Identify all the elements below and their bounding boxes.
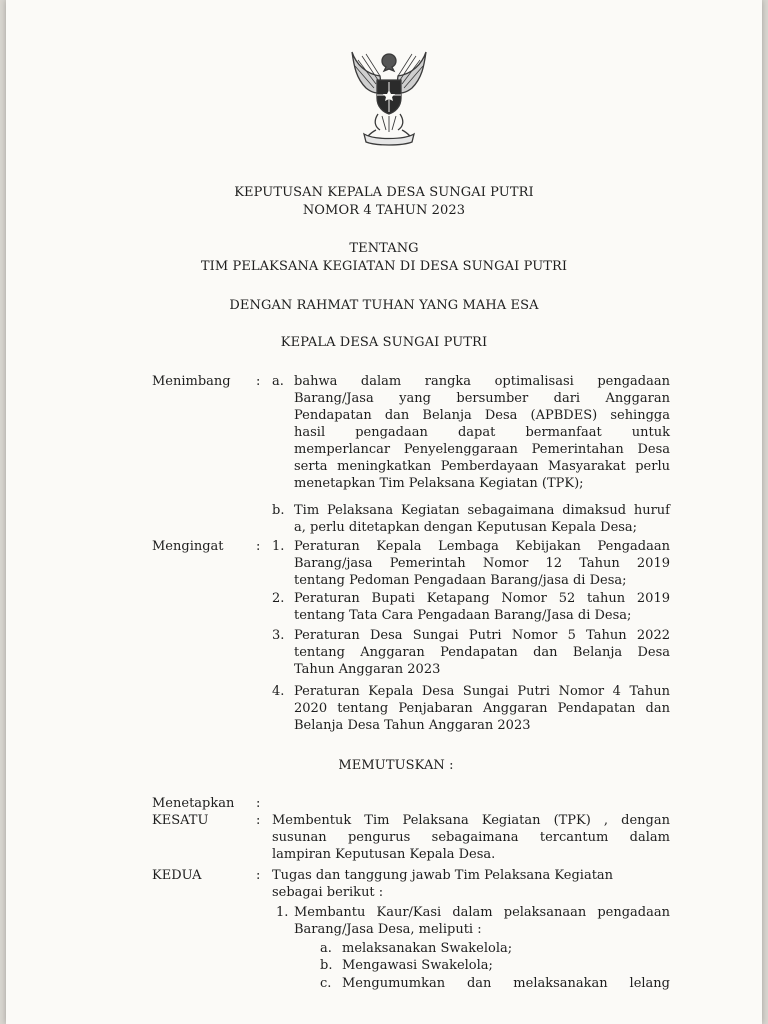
text-line: tentang Anggaran Pendapatan dan Belanja Desa (294, 645, 670, 660)
document-page (6, 0, 762, 1024)
text-line: Membantu Kaur/Kasi dalam pelaksanaan pengadaan (294, 905, 670, 920)
tentang-heading: TENTANG (349, 241, 419, 256)
text-line: Barang/jasa Pemerintah Nomor 12 Tahun 2019 (294, 556, 670, 571)
text-line: hasil pengadaan dapat bermanfaat untuk (294, 425, 670, 440)
mengingat-4-marker: 4. (272, 684, 285, 699)
garuda-emblem-icon (346, 46, 432, 150)
kedua-1-marker: 1. (276, 905, 289, 920)
text-line: Peraturan Kepala Lembaga Kebijakan Pengadaan (294, 539, 670, 554)
kedua-1-text (294, 904, 670, 938)
decree-subject: TIM PELAKSANA KEGIATAN DI DESA SUNGAI PUTRI (200, 259, 568, 274)
text-line: Membentuk Tim Pelaksana Kegiatan (TPK) , dengan (272, 813, 670, 828)
mengingat-3-marker: 3. (272, 628, 285, 643)
text-line: Tugas dan tanggung jawab Tim Pelaksana Kegiatan (272, 868, 614, 883)
kedua-colon: : (256, 868, 261, 883)
kedua-label: KEDUA (152, 868, 202, 883)
kedua-intro (272, 867, 670, 901)
text-line: lampiran Keputusan Kepala Desa. (272, 847, 496, 862)
text-line: Peraturan Desa Sungai Putri Nomor 5 Tahun 2022 (294, 628, 670, 643)
text-line: Peraturan Kepala Desa Sungai Putri Nomor 4 Tahun (294, 684, 670, 699)
text-line: Belanja Desa Tahun Anggaran 2023 (294, 718, 531, 733)
mengingat-4-text (294, 683, 670, 734)
text-line: sebagai berikut : (272, 885, 384, 900)
mengingat-colon: : (256, 539, 261, 554)
text-line: Barang/Jasa yang bersumber dari Anggaran (294, 391, 670, 406)
menimbang-b-marker: b. (272, 503, 285, 518)
kedua-sub-c-marker: c. (320, 976, 332, 991)
text-line: susunan pengurus sebagaimana tercantum dalam (272, 830, 670, 845)
text-line: bahwa dalam rangka optimalisasi pengadaan (294, 374, 670, 389)
kedua-sub-a-marker: a. (320, 941, 332, 956)
kesatu-label: KESATU (152, 813, 209, 828)
text-line: menetapkan Tim Pelaksana Kegiatan (TPK); (294, 476, 584, 491)
text-line: a, perlu ditetapkan dengan Keputusan Kepala Desa; (294, 520, 638, 535)
decree-number: NOMOR 4 TAHUN 2023 (302, 203, 466, 218)
text-line: tentang Tata Cara Pengadaan Barang/Jasa di Desa; (294, 608, 632, 623)
menimbang-b-text (294, 502, 670, 536)
text-line: 2020 tentang Penjabaran Anggaran Pendapatan dan (294, 701, 670, 716)
issuing-authority: KEPALA DESA SUNGAI PUTRI (280, 335, 488, 350)
mengingat-1-marker: 1. (272, 539, 285, 554)
mengingat-2-text (294, 590, 670, 624)
text-line: Tahun Anggaran 2023 (294, 662, 441, 677)
text-line: Mengumumkan dan melaksanakan lelang (342, 976, 670, 991)
text-line: Barang/Jasa Desa, meliputi : (294, 922, 482, 937)
menimbang-label: Menimbang (152, 374, 231, 389)
text-line: tentang Pedoman Pengadaan Barang/jasa di Desa; (294, 573, 627, 588)
kesatu-colon: : (256, 813, 261, 828)
mengingat-label: Mengingat (152, 539, 224, 554)
kedua-sub-a-text: melaksanakan Swakelola; (342, 941, 513, 956)
memutuskan-heading: MEMUTUSKAN : (338, 758, 454, 773)
decree-title: KEPUTUSAN KEPALA DESA SUNGAI PUTRI (234, 185, 534, 200)
menimbang-colon: : (256, 374, 261, 389)
mengingat-1-text (294, 538, 670, 589)
kesatu-text (272, 812, 670, 863)
text-line: memperlancar Penyelenggaraan Pemerintahan Desa (294, 442, 670, 457)
invocation: DENGAN RAHMAT TUHAN YANG MAHA ESA (229, 298, 539, 313)
text-line: Pendapatan dan Belanja Desa (APBDES) sehingga (294, 408, 670, 423)
menetapkan-label: Menetapkan (152, 796, 235, 811)
menimbang-a-marker: a. (272, 374, 284, 389)
mengingat-2-marker: 2. (272, 591, 285, 606)
kedua-sub-b-text: Mengawasi Swakelola; (342, 958, 493, 973)
kedua-sub-b-marker: b. (320, 958, 333, 973)
text-line: Peraturan Bupati Ketapang Nomor 52 tahun 2019 (294, 591, 670, 606)
menetapkan-colon: : (256, 796, 261, 811)
text-line: Tim Pelaksana Kegiatan sebagaimana dimaksud huruf (294, 503, 670, 518)
mengingat-3-text (294, 627, 670, 678)
menimbang-a-text (294, 373, 670, 492)
text-line: serta meningkatkan Pemberdayaan Masyarakat perlu (294, 459, 670, 474)
kedua-sub-c-text (342, 975, 670, 992)
